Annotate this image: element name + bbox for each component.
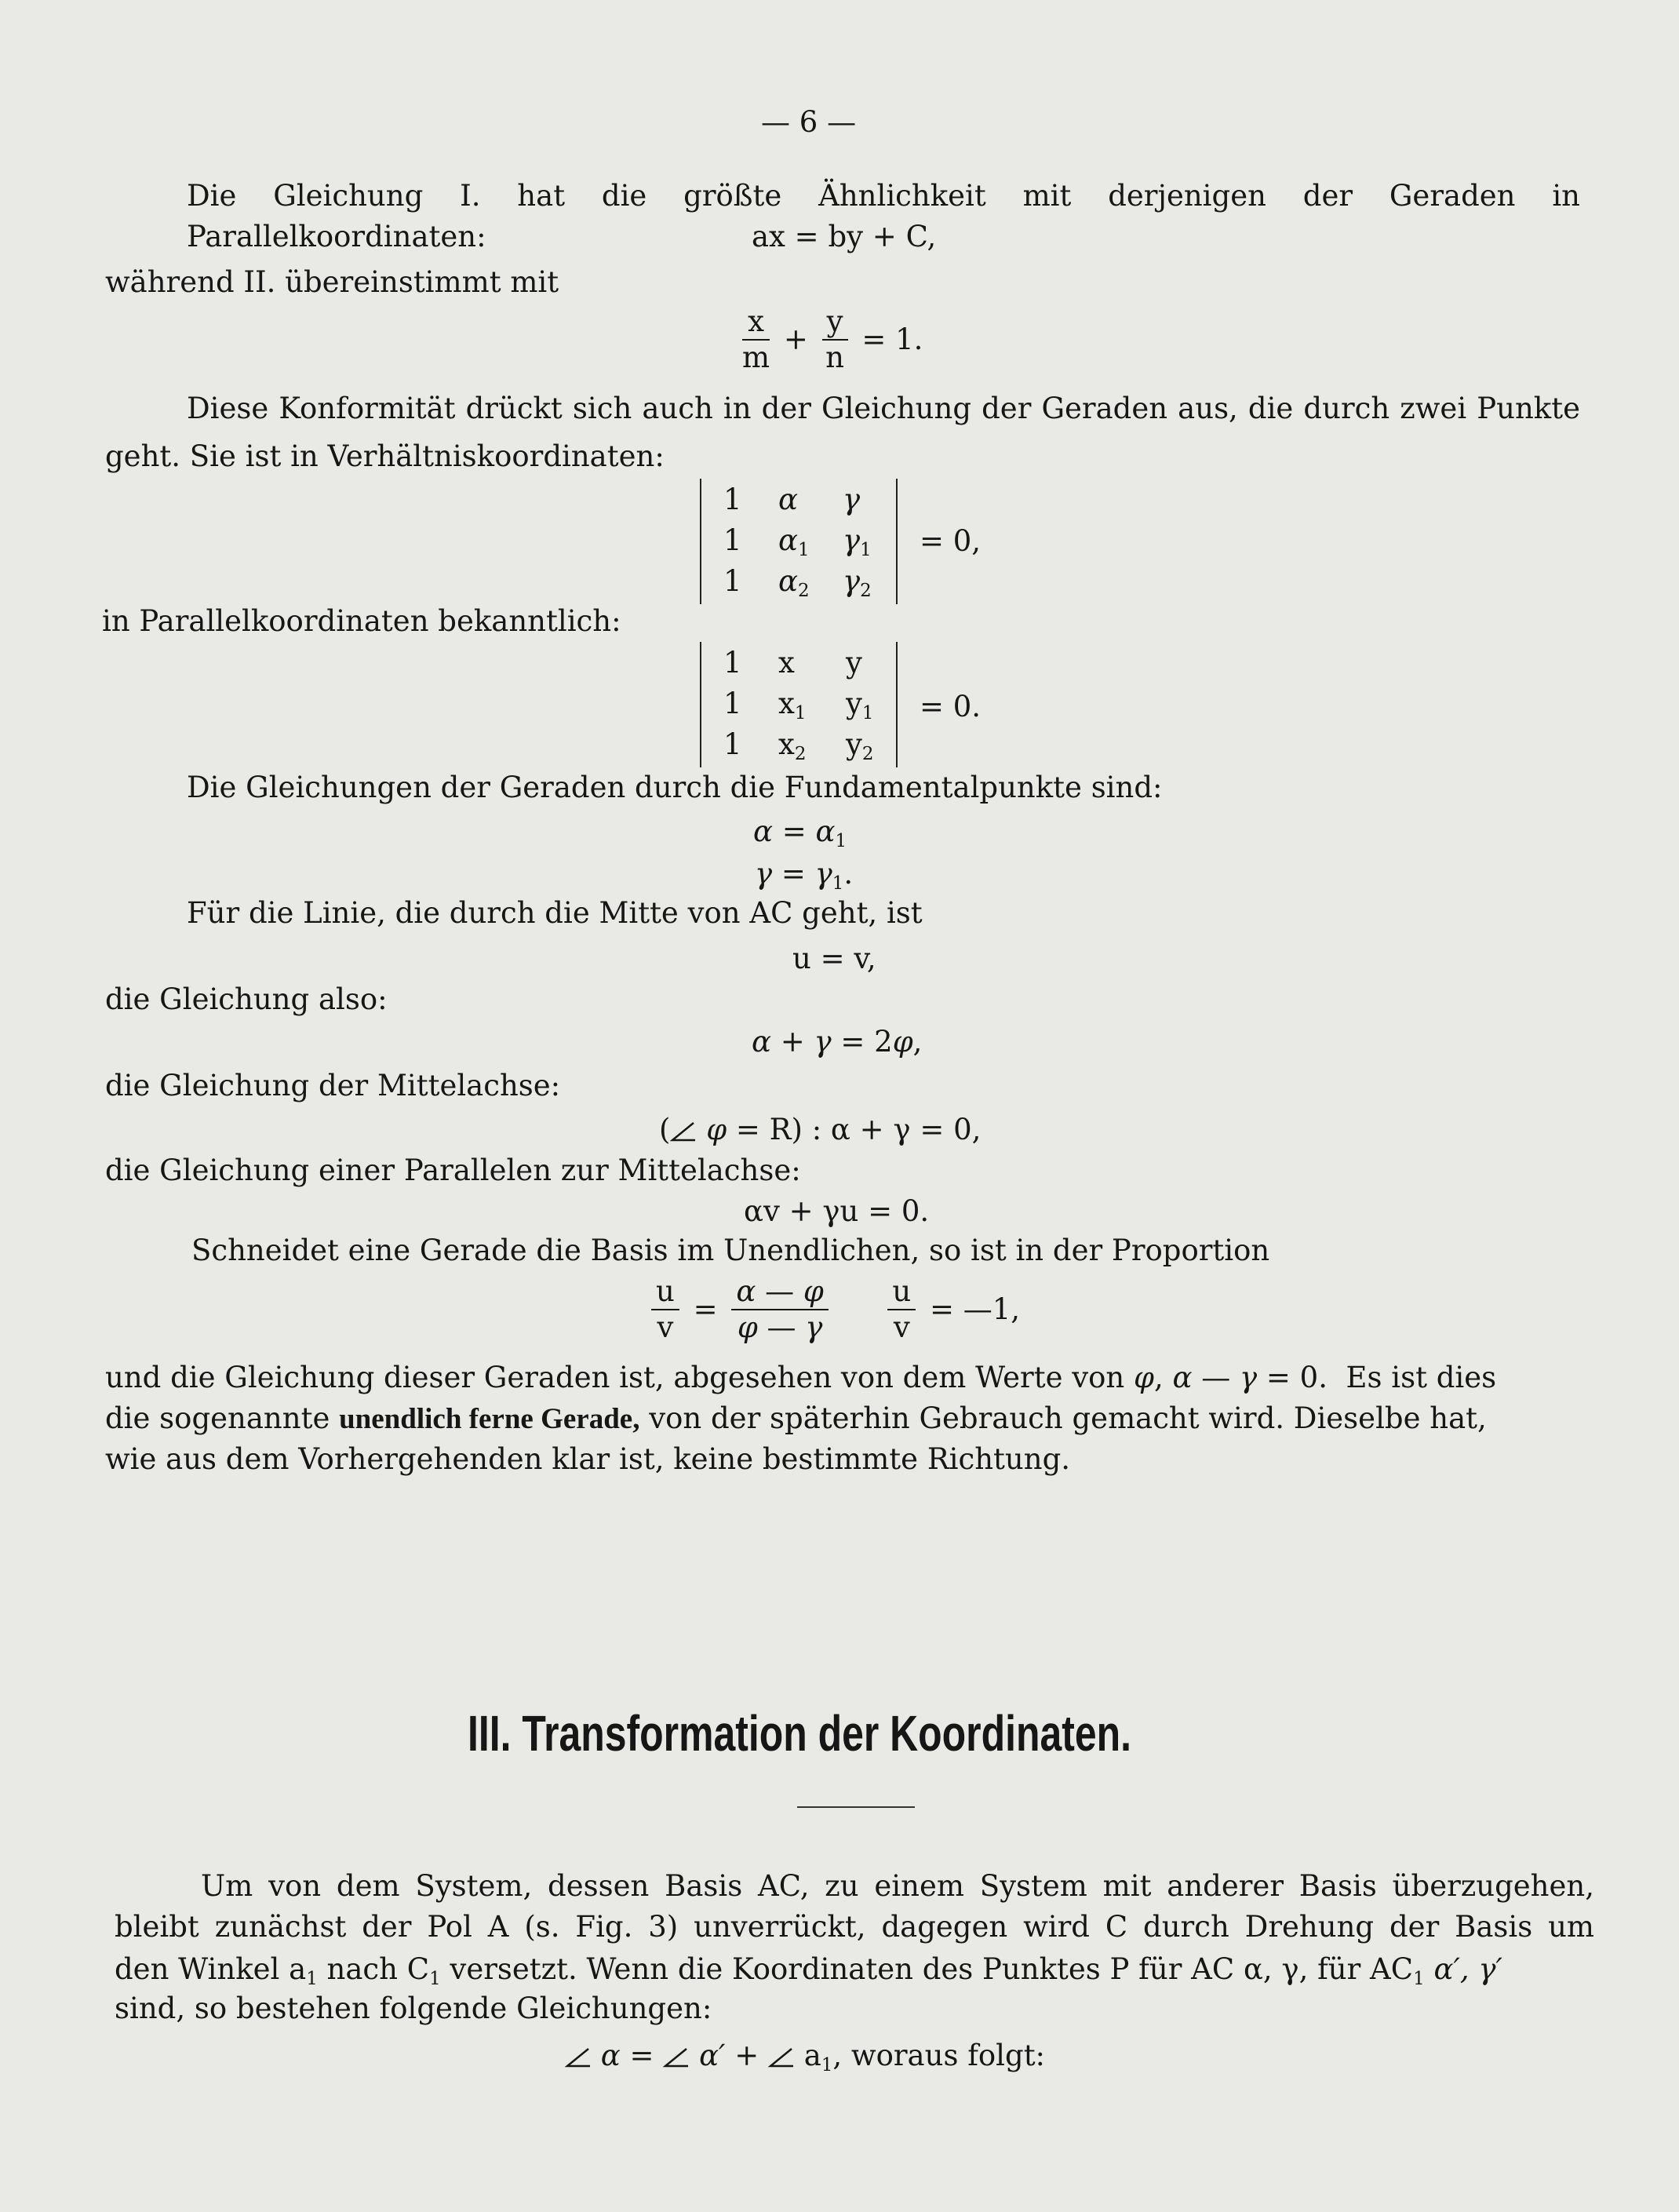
frac-num-y: y: [822, 304, 848, 341]
determinant-parallel-coords: 1 x y 1 $x_1$ $y_1$ 1 $x_2$ $y_2$: [700, 642, 898, 767]
section-title: III. Transformation der Koordinaten.: [468, 1705, 1131, 1762]
para4-line4: wie aus dem Vorhergehenden klar ist, keine bestimmte Richtung.: [105, 1442, 1071, 1476]
para1-line1: Die Gleichung I. hat die größte Ähnlichkeit mit derjenigen der Geraden in Parallelkoordinaten:: [187, 179, 1580, 253]
frac-den-m: m: [742, 341, 770, 374]
para4-line2b: Es ist dies: [1346, 1361, 1497, 1394]
para5-line2: bleibt zunächst der Pol A (s. Fig. 3) unverrückt, dagegen wird C durch Drehung der Basis um: [115, 1910, 1594, 1944]
angle-icon: [663, 2046, 690, 2068]
det1-equals: = 0,: [920, 524, 982, 558]
para2-line2: geht. Sie ist in Verhältniskoordinaten:: [105, 439, 665, 473]
angle-icon: [565, 2046, 592, 2068]
para3-line4: die Gleichung der Mittelachse:: [105, 1069, 561, 1102]
angle-icon: [670, 1121, 697, 1142]
eq-last-tail: , woraus folgt:: [832, 2039, 1046, 2072]
para4-line2a: und die Gleichung dieser Geraden ist, abgesehen von dem Werte von: [105, 1361, 1125, 1394]
eq-parallel: αv + γu = 0.: [744, 1194, 930, 1228]
page-number: — 6 —: [761, 105, 857, 139]
para4-line3: die sogenannte unendlich ferne Gerade, von der späterhin Gebrauch gemacht wird. Dieselbe hat,: [105, 1401, 1487, 1435]
eq-mittelachse: ( φ = R) : α + γ = 0,: [659, 1113, 982, 1146]
eq-gamma-gamma1: $\gamma = \gamma_1$.: [755, 857, 854, 894]
para2-line3: in Parallelkoordinaten bekanntlich:: [102, 604, 621, 638]
section-divider: [797, 1806, 915, 1808]
eq-u-v: u = v,: [792, 942, 876, 975]
eq-proportion: $\frac{u}{v}$ = $\frac{\alpha — \varphi}{\varphi — \gamma}$ $\frac{u}{v}$ = —1,: [646, 1274, 1020, 1345]
frac-num-x: x: [742, 304, 770, 341]
para3-line1: Die Gleichungen der Geraden durch die Fundamentalpunkte sind:: [187, 771, 1163, 804]
det2-equals: = 0.: [920, 690, 982, 723]
bold-term: unendlich ferne Gerade,: [339, 1403, 640, 1435]
formula-ax-by-c: ax = by + C,: [752, 220, 937, 253]
para1-line2: während II. übereinstimmt mit: [105, 265, 559, 299]
formula-x-m-y-n: $\frac{x}{m}$ + $\frac{y}{n}$ = 1.: [742, 304, 923, 374]
para3-line5: die Gleichung einer Parallelen zur Mittelachse:: [105, 1153, 801, 1187]
para4-line2: und die Gleichung dieser Geraden ist, abgesehen von dem Werte von φ, α — γ = 0. Es ist dies: [105, 1361, 1497, 1394]
eq-mid-tail: = R) : α + γ = 0,: [735, 1113, 982, 1146]
para4-line1: Schneidet eine Gerade die Basis im Unendlichen, so ist in der Proportion: [191, 1234, 1270, 1267]
determinant-ratio-coords: 1 α γ 1 $\alpha_1$ $\gamma_1$ 1 $\alpha_2$ $\gamma_2$: [700, 479, 898, 604]
angle-icon: [768, 2046, 795, 2068]
para3-line3: die Gleichung also:: [105, 982, 388, 1016]
para5-line1: Um von dem System, dessen Basis AC, zu einem System mit anderer Basis überzugehen,: [201, 1869, 1594, 1903]
frac-den-n: n: [825, 341, 845, 374]
formula2-rest: = 1.: [861, 323, 923, 356]
para2-line1: Diese Konformität drückt sich auch in der Gleichung der Geraden aus, die durch zwei Punkte: [187, 392, 1580, 425]
para3-line2: Für die Linie, die durch die Mitte von AC geht, ist: [187, 896, 923, 930]
eq-alpha-alpha1: $\alpha = \alpha_1$: [753, 814, 847, 851]
para5-line4: sind, so bestehen folgende Gleichungen:: [115, 1992, 712, 2025]
para5-line3: den Winkel $a_1$ nach $C_1$ versetzt. Wenn die Koordinaten des Punktes P für AC α, γ, für $AC_1$ α′, γ′: [115, 1952, 1502, 1989]
eq-alpha-gamma-2phi: α + γ = 2φ,: [752, 1025, 923, 1059]
eq-angle-alpha: $\alpha = \alpha' + a_1$, woraus folgt:: [565, 2035, 1045, 2076]
